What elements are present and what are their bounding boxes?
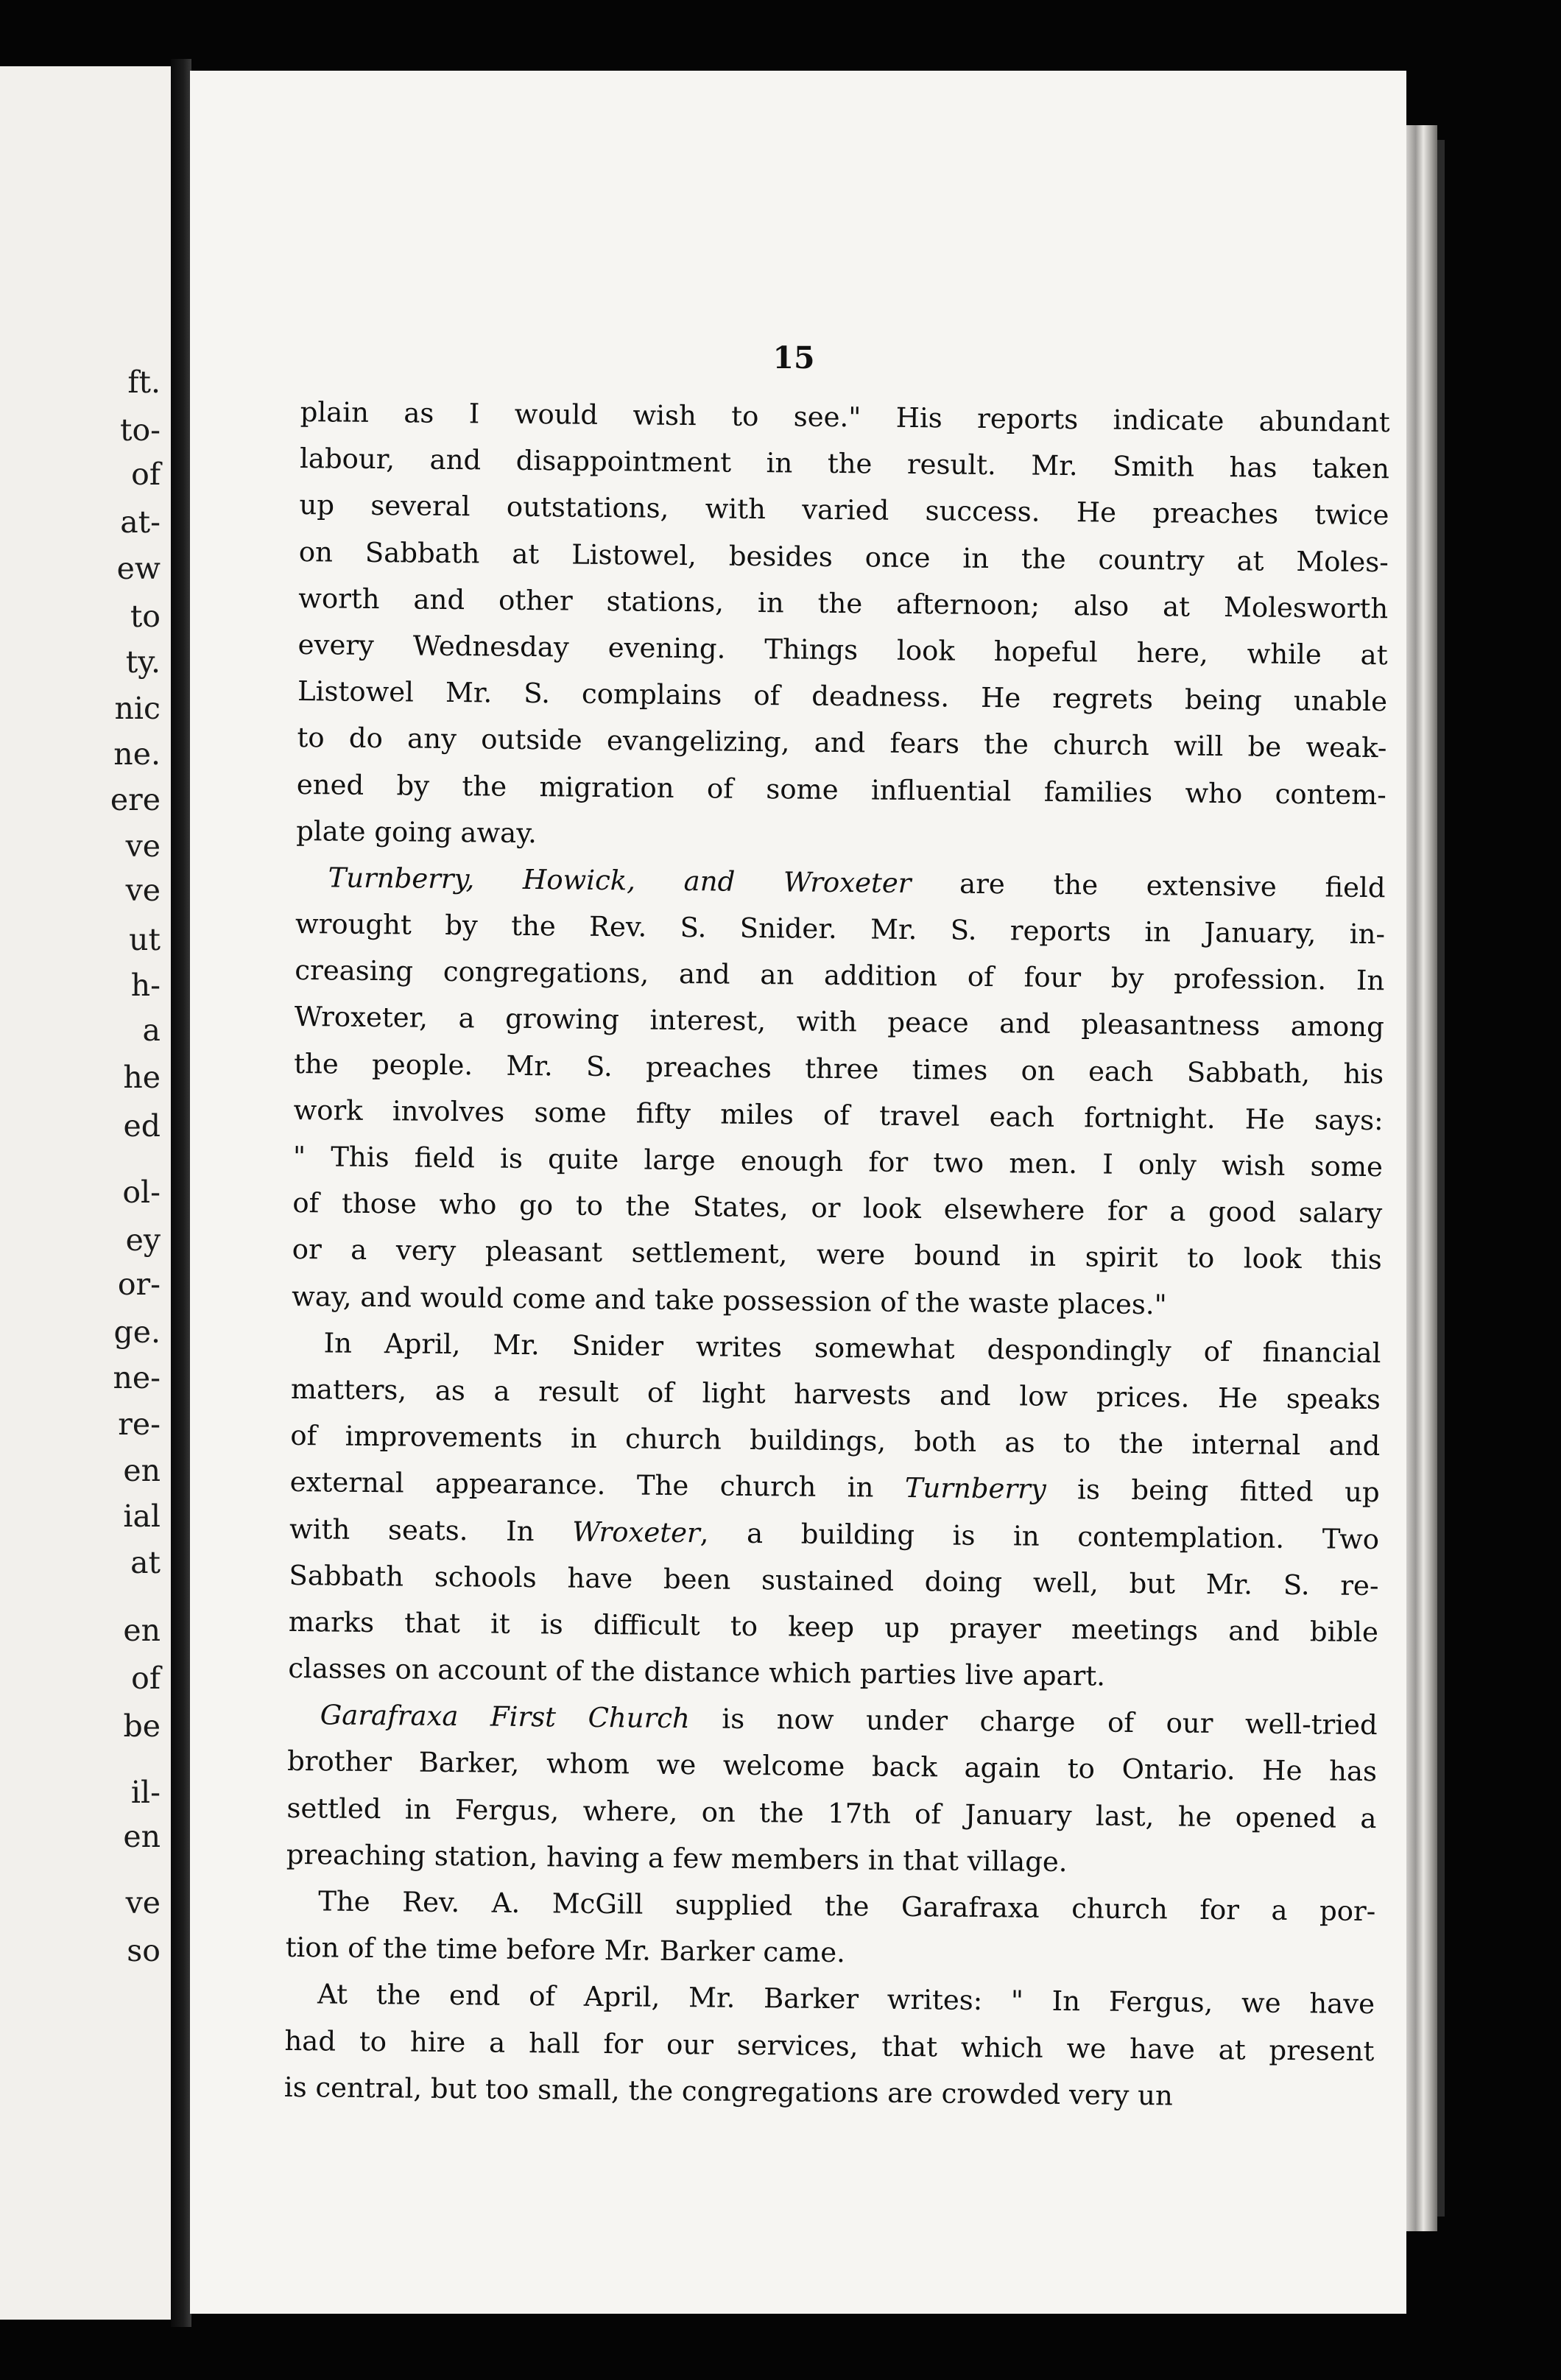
previous-page-fragment: ty.	[125, 644, 161, 680]
page-number: 15	[772, 340, 815, 376]
previous-page-fragment: ey	[125, 1222, 161, 1258]
italic-place-name: Garafraxa First Church	[320, 1699, 691, 1735]
text-segment: work involves some fifty miles of travel each fortnight. He says:	[293, 1094, 1384, 1136]
previous-page-fragment: ve	[125, 1885, 161, 1920]
text-segment: Sabbath schools have been sustained doing well, but Mr. S. re-	[289, 1559, 1379, 1602]
text-segment: tion of the time before Mr. Barker came.	[285, 1932, 846, 1969]
previous-page-fragment: ve	[125, 828, 161, 864]
previous-page-strip	[0, 66, 171, 2320]
text-segment: At the end of April, Mr. Barker writes: " In Fergus, we have	[317, 1978, 1375, 2021]
text-segment: or a very pleasant settlement, were bound in spirit to look this	[292, 1233, 1382, 1276]
previous-page-fragment: to	[130, 599, 161, 634]
text-segment: of those who go to the States, or look elsewhere for a good salary	[292, 1187, 1383, 1230]
text-segment: up several outstations, with varied success. He preaches twice	[299, 489, 1389, 532]
previous-page-fragment: so	[127, 1933, 161, 1968]
text-segment: worth and other stations, in the afternoon; also at Molesworth	[298, 582, 1389, 624]
previous-page-fragment: he	[123, 1060, 161, 1095]
text-segment: The Rev. A. McGill supplied the Garafraxa church for a por-	[318, 1885, 1376, 1928]
text-segment: of improvements in church buildings, both as to the internal and	[290, 1420, 1381, 1462]
previous-page-fragment: ge.	[113, 1314, 161, 1350]
previous-page-fragment: to-	[119, 412, 161, 448]
previous-page-fragment: of	[131, 1661, 161, 1696]
previous-page-fragment: ed	[123, 1108, 161, 1144]
text-segment: ened by the migration of some influential families who contem-	[296, 768, 1386, 811]
text-segment: settled in Fergus, where, on the 17th of January last, he opened a	[286, 1792, 1377, 1834]
text-segment: , a building is in contemplation. Two	[700, 1516, 1380, 1555]
book-gutter	[171, 59, 191, 2327]
previous-page-fragment: ut	[129, 922, 161, 957]
previous-page-fragment: re-	[118, 1406, 161, 1442]
italic-place-name: Wroxeter	[571, 1515, 700, 1549]
italic-place-name: Turnberry	[904, 1472, 1046, 1506]
text-segment: the people. Mr. S. preaches three times on each Sabbath, his	[293, 1047, 1384, 1090]
text-segment: to do any outside evangelizing, and fears the church will be weak-	[297, 722, 1387, 764]
previous-page-fragment: en	[123, 1613, 161, 1648]
previous-page-fragment: ial	[123, 1499, 161, 1534]
previous-page-fragment: il-	[130, 1775, 161, 1810]
text-segment: In April, Mr. Snider writes somewhat despondingly of financial	[323, 1327, 1381, 1369]
previous-page-fragment: at-	[120, 504, 161, 540]
text-segment: creasing congregations, and an addition of four by profession. In	[295, 954, 1385, 997]
text-segment: preaching station, having a few members in that village.	[286, 1838, 1068, 1878]
previous-page-fragment: ne-	[113, 1360, 161, 1395]
previous-page-fragment: ew	[116, 551, 161, 586]
book-page	[190, 71, 1406, 2314]
text-segment: marks that it is difficult to keep up prayer meetings and bible	[288, 1605, 1379, 1649]
text-segment: every Wednesday evening. Things look hopeful here, while at	[297, 628, 1388, 672]
previous-page-fragment: ne.	[113, 736, 161, 772]
page-edge-shadow	[1406, 125, 1437, 2231]
previous-page-fragment: ve	[125, 873, 161, 908]
text-segment: plate going away.	[296, 814, 538, 849]
body-text	[284, 389, 1390, 2121]
text-segment: matters, as a result of light harvests and low prices. He speaks	[290, 1373, 1381, 1416]
text-segment: wrought by the Rev. S. Snider. Mr. S. reports in January, in-	[295, 908, 1386, 951]
previous-page-fragment: ol-	[122, 1175, 161, 1210]
text-segment: with seats. In	[289, 1513, 573, 1548]
previous-page-fragment: en	[123, 1453, 161, 1488]
text-segment: had to hire a hall for our services, that which we have at present	[284, 2024, 1375, 2067]
previous-page-fragment: of	[131, 457, 161, 492]
previous-page-fragment: en	[123, 1819, 161, 1854]
text-segment: " This field is quite large enough for two men. I only wish some	[292, 1140, 1384, 1183]
text-segment: are the extensive field	[911, 867, 1386, 904]
page-edge-dark	[1437, 140, 1445, 2217]
text-segment: classes on account of the distance which parties live apart.	[288, 1652, 1106, 1692]
text-segment: Wroxeter, a growing interest, with peace and pleasantness among	[294, 1001, 1384, 1043]
previous-page-fragment: nic	[114, 691, 161, 726]
text-segment: Listowel Mr. S. complains of deadness. He regrets being unable	[297, 675, 1388, 718]
text-segment: is now under charge of our well-tried	[689, 1703, 1378, 1742]
italic-place-name: Turnberry, Howick, and Wroxeter	[328, 862, 912, 899]
previous-page-fragment: ft.	[127, 365, 161, 400]
text-segment: brother Barker, whom we welcome back again to Ontario. He has	[286, 1745, 1378, 1788]
text-segment: plain as I would wish to see." His reports indicate abundant	[300, 395, 1390, 439]
text-segment: external appearance. The church in	[289, 1466, 906, 1504]
text-segment: on Sabbath at Listowel, besides once in the country at Moles-	[298, 535, 1389, 578]
previous-page-fragment: or-	[117, 1267, 161, 1302]
previous-page-fragment: ere	[110, 782, 161, 817]
text-segment: is being fitted up	[1046, 1474, 1380, 1509]
previous-page-fragment: be	[123, 1708, 161, 1744]
text-line	[284, 2064, 1375, 2121]
text-segment: way, and would come and take possession of the waste places."	[291, 1280, 1167, 1320]
text-segment: is central, but too small, the congregations are crowded very un	[283, 2071, 1174, 2112]
previous-page-fragment: h-	[130, 968, 161, 1003]
text-segment: labour, and disappointment in the result. Mr. Smith has taken	[299, 443, 1390, 485]
previous-page-fragment: at	[130, 1545, 161, 1580]
previous-page-fragment: a	[142, 1013, 161, 1048]
